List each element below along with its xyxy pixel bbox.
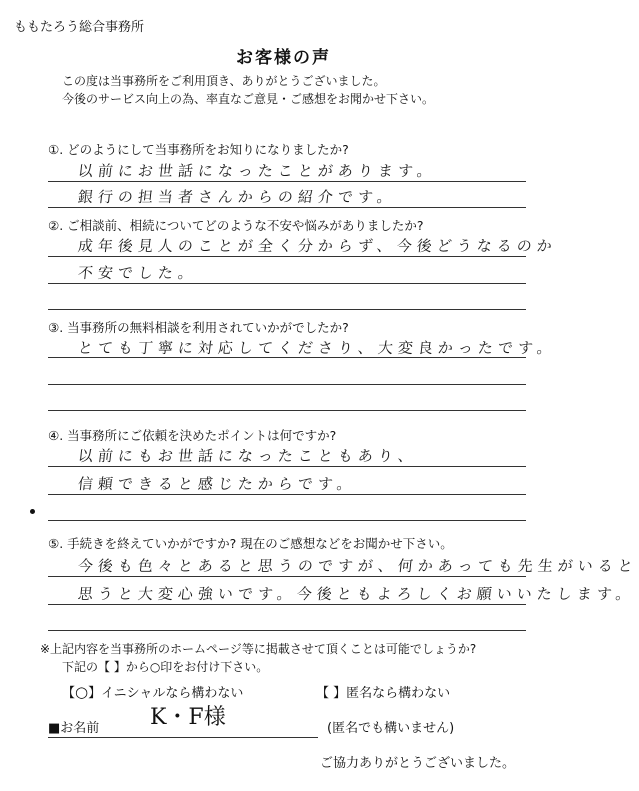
question-4-label: ④. 当事務所にご依頼を決めたポイントは何ですか? bbox=[48, 428, 337, 443]
answer-rule bbox=[48, 630, 526, 631]
office-name: ももたろう総合事務所 bbox=[14, 20, 145, 35]
question-4-answer-line-2: 信頼できると感じたからです。 bbox=[77, 475, 358, 493]
answer-rule bbox=[48, 466, 526, 467]
name-label: ■お名前 bbox=[48, 721, 100, 736]
consent-note: ※上記内容を当事務所のホームページ等に掲載させて頂くことは可能でしょうか? bbox=[40, 642, 477, 656]
thanks-message: ご協力ありがとうございました。 bbox=[320, 756, 516, 771]
stray-mark bbox=[30, 509, 35, 514]
question-5-label: ⑤. 手続きを終えていかがですか? 現在のご感想などをお聞かせ下さい。 bbox=[48, 536, 453, 551]
answer-rule bbox=[48, 309, 526, 310]
answer-rule bbox=[48, 410, 526, 411]
question-5-answer-line-2: 思うと大変心強いです。今後ともよろしくお願いいたします。 bbox=[77, 585, 637, 603]
answer-rule bbox=[48, 520, 526, 521]
answer-rule bbox=[48, 256, 526, 257]
circle-mark: ○ bbox=[75, 683, 89, 701]
question-2-answer-line-1: 成年後見人のことが全く分からず、今後どうなるのか bbox=[77, 237, 558, 255]
name-value: K・F様 bbox=[150, 705, 226, 730]
answer-rule bbox=[48, 181, 526, 182]
answer-rule bbox=[48, 384, 526, 385]
question-1-label: ①. どのようにして当事務所をお知りになりましたか? bbox=[48, 142, 349, 157]
answer-rule bbox=[48, 494, 526, 495]
answer-rule bbox=[48, 576, 526, 577]
consent-instruction: 下記の【 】から○印をお付け下さい。 bbox=[62, 660, 269, 674]
answer-rule bbox=[48, 604, 526, 605]
answer-rule bbox=[48, 207, 526, 208]
option-initials-label: 】イニシャルなら構わない bbox=[88, 686, 244, 701]
question-3-answer-line-1: とても丁寧に対応してくださり、大変良かったです。 bbox=[77, 339, 558, 357]
answer-rule bbox=[48, 283, 526, 284]
question-1-answer-line-2: 銀行の担当者さんからの紹介です。 bbox=[77, 188, 398, 206]
question-5-answer-line-1: 今後も色々とあると思うのですが、何かあっても先生がいると bbox=[77, 557, 639, 575]
page-title: お客様の声 bbox=[236, 48, 331, 68]
question-1-answer-line-1: 以前にお世話になったことがあります。 bbox=[77, 162, 438, 180]
question-2-answer-line-2: 不安でした。 bbox=[77, 264, 199, 282]
intro-line-2: 今後のサービス向上の為、率直なご意見・ご感想をお聞かせ下さい。 bbox=[62, 92, 435, 106]
question-4-answer-line-1: 以前にもお世話になったこともあり、 bbox=[77, 447, 419, 465]
option-initials bbox=[62, 682, 243, 701]
option-initials-open-bracket: 【 bbox=[62, 686, 76, 701]
question-2-label: ②. ご相談前、相続についてどのような不安や悩みがありましたか? bbox=[48, 218, 424, 233]
answer-rule bbox=[48, 357, 526, 358]
intro-line-1: この度は当事務所をご利用頂き、ありがとうございました。 bbox=[62, 74, 386, 88]
option-anonymous: 【 】匿名なら構わない bbox=[316, 686, 451, 701]
question-3-label: ③. 当事務所の無料相談を利用されていかがでしたか? bbox=[48, 320, 349, 335]
anonymous-note: (匿名でも構いません) bbox=[327, 721, 455, 736]
name-underline bbox=[48, 737, 318, 738]
